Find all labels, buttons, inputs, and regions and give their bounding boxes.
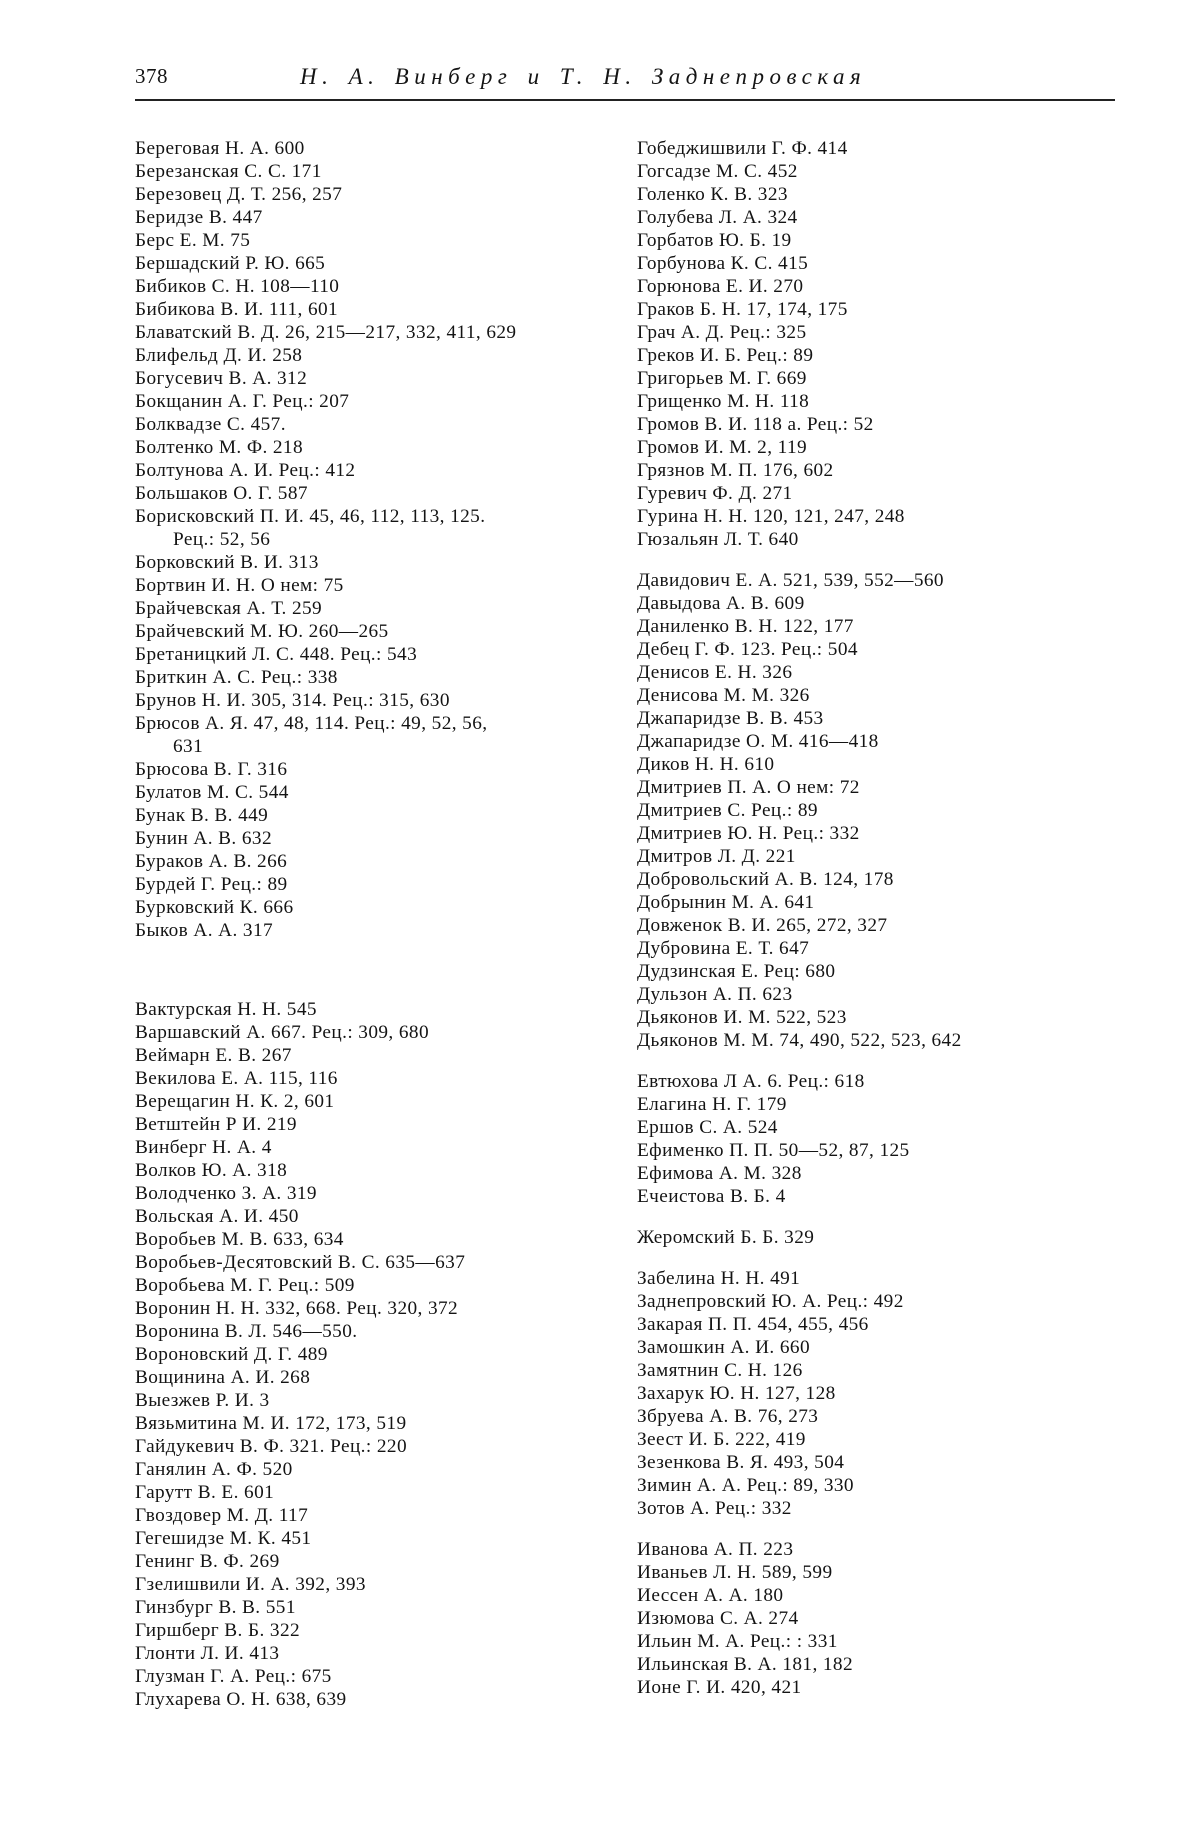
index-entry (637, 1474, 1117, 1497)
index-entry (637, 1116, 1117, 1139)
index-entry-text: Граков Б. Н. 17, 174, 175 (637, 299, 848, 320)
index-entry-text: Воробьев М. В. 633, 634 (135, 1229, 344, 1250)
index-entry (135, 1481, 615, 1504)
index-entry (135, 252, 615, 275)
index-entry-text: Воронина В. Л. 546—550. (135, 1321, 358, 1342)
index-entry (637, 1561, 1117, 1584)
index-entry (637, 1428, 1117, 1451)
index-entry-text: Дмитриев П. А. О нем: 72 (637, 777, 860, 798)
index-entry-text: Болтенко М. Ф. 218 (135, 437, 304, 458)
index-entry-text: Зотов А. Рец.: 332 (637, 1498, 792, 1519)
index-entry-text: Глузман Г. А. Рец.: 675 (135, 1666, 332, 1687)
index-entry-text: Бибикова В. И. 111, 601 (135, 299, 339, 320)
index-entry (135, 1297, 615, 1320)
index-entry (135, 1205, 615, 1228)
index-entry-text: Ионе Г. И. 420, 421 (637, 1677, 802, 1698)
index-entry (637, 1538, 1117, 1561)
index-entry (135, 712, 615, 758)
index-entry-text: Гуревич Ф. Д. 271 (637, 483, 793, 504)
index-entry (637, 776, 1117, 799)
index-entry-text: Болтунова А. И. Рец.: 412 (135, 460, 356, 481)
index-entry-text: Греков И. Б. Рец.: 89 (637, 345, 814, 366)
index-entry (135, 321, 615, 344)
index-entry (637, 845, 1117, 868)
index-entry-text: Дубровина Е. Т. 647 (637, 938, 810, 959)
index-entry-text: Веймарн Е. В. 267 (135, 1045, 292, 1066)
index-entry-text: Изюмова С. А. 274 (637, 1608, 799, 1629)
index-entry-text: Глонти Л. И. 413 (135, 1643, 280, 1664)
index-entry-text: Бунак В. В. 449 (135, 805, 269, 826)
index-entry-text: Гайдукевич В. Ф. 321. Рец.: 220 (135, 1436, 407, 1457)
index-entry (637, 707, 1117, 730)
index-entry-text: Гюзальян Л. Т. 640 (637, 529, 799, 550)
index-entry (637, 1029, 1117, 1052)
index-entry-text: Вактурская Н. Н. 545 (135, 999, 317, 1020)
index-entry (637, 1139, 1117, 1162)
index-entry-text: Дмитриев С. Рец.: 89 (637, 800, 818, 821)
index-entry (637, 505, 1117, 528)
index-entry (135, 597, 615, 620)
index-entry-text: Бретаницкий Л. С. 448. Рец.: 543 (135, 644, 418, 665)
index-entry (637, 1070, 1117, 1093)
index-entry (135, 1182, 615, 1205)
index-entry (135, 275, 615, 298)
index-entry-text: Даниленко В. Н. 122, 177 (637, 616, 854, 637)
index-entry-text: Бершадский Р. Ю. 665 (135, 253, 326, 274)
index-entry-text: Дмитриев Ю. Н. Рец.: 332 (637, 823, 860, 844)
index-entry-text: Ефименко П. П. 50—52, 87, 125 (637, 1140, 910, 1161)
index-entry-text: Борковский В. И. 313 (135, 552, 319, 573)
index-entry-text: Большаков О. Г. 587 (135, 483, 308, 504)
index-entry (637, 229, 1117, 252)
index-entry (135, 1504, 615, 1527)
index-entry-text: Забелина Н. Н. 491 (637, 1268, 801, 1289)
index-entry-text: Бурдей Г. Рец.: 89 (135, 874, 288, 895)
index-entry (135, 643, 615, 666)
index-entry-text: Громов В. И. 118 а. Рец.: 52 (637, 414, 874, 435)
index-entry-text: Ветштейн Р И. 219 (135, 1114, 297, 1135)
index-entry (637, 1497, 1117, 1520)
index-entry (637, 638, 1117, 661)
index-entry-text: Береговая Н. А. 600 (135, 138, 305, 159)
index-entry-text: Заднепровский Ю. А. Рец.: 492 (637, 1291, 904, 1312)
index-entry (637, 183, 1117, 206)
index-entry (135, 413, 615, 436)
index-entry (637, 822, 1117, 845)
index-entry (637, 868, 1117, 891)
index-entry (135, 1435, 615, 1458)
index-entry-text: Жеромский Б. Б. 329 (637, 1227, 815, 1248)
index-entry-text: Зезенкова В. Я. 493, 504 (637, 1452, 845, 1473)
index-entry (637, 160, 1117, 183)
index-entry (637, 960, 1117, 983)
index-entry (135, 1044, 615, 1067)
index-entry (637, 753, 1117, 776)
index-entry-text: Брайчевская А. Т. 259 (135, 598, 323, 619)
index-entry (637, 1359, 1117, 1382)
index-entry-text: Ильин М. А. Рец.: : 331 (637, 1631, 838, 1652)
index-entry (637, 1185, 1117, 1208)
index-entry-text: Вязьмитина М. И. 172, 173, 519 (135, 1413, 407, 1434)
index-entry (637, 252, 1117, 275)
index-entry-text: Иванова А. П. 223 (637, 1539, 794, 1560)
index-entry (637, 1290, 1117, 1313)
index-entry (135, 1320, 615, 1343)
index-entry-text: Горюнова Е. И. 270 (637, 276, 804, 297)
index-entry (637, 206, 1117, 229)
letter-group-spacer (637, 1520, 1117, 1538)
index-entry (135, 1136, 615, 1159)
index-entry-text: Гарутт В. Е. 601 (135, 1482, 275, 1503)
index-entry-text: Гобеджишвили Г. Ф. 414 (637, 138, 848, 159)
index-entry-text: Бокщанин А. Г. Рец.: 207 (135, 391, 350, 412)
index-entry-text: Гурина Н. Н. 120, 121, 247, 248 (637, 506, 905, 527)
index-entry (637, 1226, 1117, 1249)
index-entry-text: Блаватский В. Д. 26, 215—217, 332, 411, 629 (135, 322, 517, 343)
index-entry-text: Вощинина А. И. 268 (135, 1367, 311, 1388)
index-entry-text: Выезжев Р. И. 3 (135, 1390, 270, 1411)
index-entry (135, 1366, 615, 1389)
index-entry (135, 482, 615, 505)
index-entry-text: Грач А. Д. Рец.: 325 (637, 322, 807, 343)
index-entry-text: Грищенко М. Н. 118 (637, 391, 810, 412)
index-entry (135, 827, 615, 850)
index-entry-text: Захарук Ю. Н. 127, 128 (637, 1383, 836, 1404)
index-entry (637, 661, 1117, 684)
index-entry (637, 1653, 1117, 1676)
index-entry-text: Березанская С. С. 171 (135, 161, 322, 182)
index-entry-text: Бибиков С. Н. 108—110 (135, 276, 340, 297)
index-entry-text: Генинг В. Ф. 269 (135, 1551, 280, 1572)
index-entry-text: Володченко З. А. 319 (135, 1183, 317, 1204)
index-entry-text: Волков Ю. А. 318 (135, 1160, 288, 1181)
index-entry (637, 1006, 1117, 1029)
index-entry-text: Бурковский К. 666 (135, 897, 294, 918)
index-entry-continuation: Рец.: 52, 56 (173, 529, 271, 550)
index-entry (135, 229, 615, 252)
index-entry (637, 1267, 1117, 1290)
index-entry (637, 1607, 1117, 1630)
index-entry-continuation: 631 (173, 736, 204, 757)
index-entry (135, 1550, 615, 1573)
index-entry (637, 914, 1117, 937)
index-entry (637, 367, 1117, 390)
index-entry (135, 137, 615, 160)
page-number: 378 (135, 64, 168, 88)
index-entry-text: Ершов С. А. 524 (637, 1117, 778, 1138)
index-entry-text: Блифельд Д. И. 258 (135, 345, 303, 366)
index-entry (637, 482, 1117, 505)
index-column-left (135, 137, 615, 1711)
index-entry (135, 896, 615, 919)
index-entry-text: Быков А. А. 317 (135, 920, 274, 941)
index-entry (637, 799, 1117, 822)
index-entry-text: Грязнов М. П. 176, 602 (637, 460, 834, 481)
index-entry-text: Денисов Е. Н. 326 (637, 662, 793, 683)
index-entry (135, 666, 615, 689)
index-entry-text: Вольская А. И. 450 (135, 1206, 299, 1227)
index-entry (637, 321, 1117, 344)
index-entry (637, 730, 1117, 753)
index-entry (135, 1573, 615, 1596)
index-entry (135, 1021, 615, 1044)
index-entry (135, 1274, 615, 1297)
index-entry-text: Гинзбург В. В. 551 (135, 1597, 296, 1618)
index-entry-text: Векилова Е. А. 115, 116 (135, 1068, 338, 1089)
index-entry-text: Брунов Н. И. 305, 314. Рец.: 315, 630 (135, 690, 450, 711)
index-entry (135, 1619, 615, 1642)
index-entry (135, 1665, 615, 1688)
index-entry-text: Воробьева М. Г. Рец.: 509 (135, 1275, 355, 1296)
index-entry (135, 1090, 615, 1113)
index-entry-text: Гвоздовер М. Д. 117 (135, 1505, 309, 1526)
index-entry (637, 413, 1117, 436)
index-entry-text: Воробьев-Десятовский В. С. 635—637 (135, 1252, 466, 1273)
index-entry-text: Елагина Н. Г. 179 (637, 1094, 787, 1115)
index-entry-text: Глухарева О. Н. 638, 639 (135, 1689, 347, 1710)
index-entry (135, 367, 615, 390)
index-entry (637, 891, 1117, 914)
index-entry-text: Замятнин С. Н. 126 (637, 1360, 803, 1381)
index-entry-text: Закарая П. П. 454, 455, 456 (637, 1314, 869, 1335)
index-entry-text: Иессен А. А. 180 (637, 1585, 784, 1606)
index-entry (637, 1382, 1117, 1405)
index-entry-text: Горбунова К. С. 415 (637, 253, 809, 274)
index-entry (637, 569, 1117, 592)
index-entry-text: Бунин А. В. 632 (135, 828, 272, 849)
index-entry (637, 1451, 1117, 1474)
index-entry (637, 983, 1117, 1006)
index-entry (637, 1336, 1117, 1359)
index-entry-text: Дульзон А. П. 623 (637, 984, 793, 1005)
index-entry (637, 615, 1117, 638)
index-entry-text: Брюсов А. Я. 47, 48, 114. Рец.: 49, 52, 56, (135, 713, 488, 734)
page-header (135, 64, 1115, 104)
index-entry (135, 998, 615, 1021)
index-entry (135, 781, 615, 804)
index-entry (135, 804, 615, 827)
index-entry (135, 689, 615, 712)
index-entry-text: Гогсадзе М. С. 452 (637, 161, 798, 182)
index-entry-text: Горбатов Ю. Б. 19 (637, 230, 792, 251)
index-entry (637, 137, 1117, 160)
index-entry (135, 850, 615, 873)
index-entry-text: Брюсова В. Г. 316 (135, 759, 288, 780)
index-entry-text: Богусевич В. А. 312 (135, 368, 308, 389)
index-entry-text: Зеест И. Б. 222, 419 (637, 1429, 806, 1450)
index-entry-text: Гзелишвили И. А. 392, 393 (135, 1574, 366, 1595)
index-entry-text: Ефимова А. М. 328 (637, 1163, 802, 1184)
index-entry (637, 1162, 1117, 1185)
index-entry-text: Ечеистова В. Б. 4 (637, 1186, 786, 1207)
index-entry-text: Замошкин А. И. 660 (637, 1337, 810, 1358)
index-entry (637, 1630, 1117, 1653)
index-entry-text: Дудзинская Е. Рец: 680 (637, 961, 836, 982)
index-entry (637, 937, 1117, 960)
index-entry (135, 183, 615, 206)
index-entry-text: Винберг Н. А. 4 (135, 1137, 272, 1158)
letter-group-spacer (637, 551, 1117, 569)
index-entry (135, 160, 615, 183)
letter-group-spacer (637, 1208, 1117, 1226)
index-entry-text: Дьяконов М. М. 74, 490, 522, 523, 642 (637, 1030, 962, 1051)
index-entry (135, 1343, 615, 1366)
index-entry-text: Берс Е. М. 75 (135, 230, 251, 251)
index-entry-text: Воронин Н. Н. 332, 668. Рец. 320, 372 (135, 1298, 459, 1319)
index-entry-text: Голенко К. В. 323 (637, 184, 788, 205)
index-entry-text: Бураков А. В. 266 (135, 851, 288, 872)
index-entry (135, 459, 615, 482)
index-entry-text: Бриткин А. С. Рец.: 338 (135, 667, 338, 688)
index-entry-text: Верещагин Н. К. 2, 601 (135, 1091, 335, 1112)
index-entry (135, 390, 615, 413)
index-entry-text: Григорьев М. Г. 669 (637, 368, 807, 389)
index-entry-text: Гиршберг В. Б. 322 (135, 1620, 301, 1641)
index-entry (637, 275, 1117, 298)
index-entry (135, 1159, 615, 1182)
index-entry-text: Варшавский А. 667. Рец.: 309, 680 (135, 1022, 429, 1043)
index-entry-text: Громов И. М. 2, 119 (637, 437, 808, 458)
index-entry-text: Брайчевский М. Ю. 260—265 (135, 621, 389, 642)
index-entry-text: Бортвин И. Н. О нем: 75 (135, 575, 344, 596)
index-entry (637, 436, 1117, 459)
index-entry-text: Ганялин А. Ф. 520 (135, 1459, 293, 1480)
index-entry (135, 1113, 615, 1136)
index-entry (135, 1458, 615, 1481)
letter-group-spacer (637, 1052, 1117, 1070)
index-entry-text: Джапаридзе О. М. 416—418 (637, 731, 879, 752)
index-entry-text: Ильинская В. А. 181, 182 (637, 1654, 854, 1675)
index-entry (135, 758, 615, 781)
index-entry (135, 505, 615, 551)
index-entry (637, 1676, 1117, 1699)
index-entry (135, 919, 615, 942)
index-entry (135, 298, 615, 321)
index-entry-text: Болквадзе С. 457. (135, 414, 286, 435)
index-entry (135, 436, 615, 459)
index-entry-text: Добровольский А. В. 124, 178 (637, 869, 894, 890)
index-entry-text: Булатов М. С. 544 (135, 782, 289, 803)
index-entry-text: Зимин А. А. Рец.: 89, 330 (637, 1475, 854, 1496)
index-entry (135, 1596, 615, 1619)
index-entry (637, 459, 1117, 482)
index-entry (637, 528, 1117, 551)
running-title: Н. А. Винберг и Т. Н. Заднепровская (300, 64, 867, 89)
index-entry-text: Дебец Г. Ф. 123. Рец.: 504 (637, 639, 858, 660)
index-entry-text: Диков Н. Н. 610 (637, 754, 775, 775)
index-entry-text: Березовец Д. Т. 256, 257 (135, 184, 343, 205)
index-entry (637, 592, 1117, 615)
index-entry (135, 1251, 615, 1274)
index-entry-text: Добрынин М. А. 641 (637, 892, 815, 913)
index-entry (135, 1412, 615, 1435)
index-entry (637, 684, 1117, 707)
header-rule (135, 99, 1115, 101)
index-entry (135, 873, 615, 896)
index-entry-text: Довженок В. И. 265, 272, 327 (637, 915, 888, 936)
index-entry-text: Вороновский Д. Г. 489 (135, 1344, 328, 1365)
index-entry (135, 1642, 615, 1665)
index-entry-text: Гегешидзе М. К. 451 (135, 1528, 312, 1549)
index-entry-text: Иваньев Л. Н. 589, 599 (637, 1562, 833, 1583)
index-entry (637, 1584, 1117, 1607)
index-entry (135, 344, 615, 367)
index-entry (135, 1527, 615, 1550)
index-entry-text: Евтюхова Л А. 6. Рец.: 618 (637, 1071, 865, 1092)
index-entry-text: Борисковский П. И. 45, 46, 112, 113, 125. (135, 506, 486, 527)
index-entry (637, 1405, 1117, 1428)
index-entry-text: Дмитров Л. Д. 221 (637, 846, 796, 867)
index-entry (637, 298, 1117, 321)
index-entry (637, 344, 1117, 367)
index-entry-text: Збруева А. В. 76, 273 (637, 1406, 819, 1427)
index-entry (637, 1313, 1117, 1336)
index-column-right (637, 137, 1117, 1699)
letter-group-spacer (637, 1249, 1117, 1267)
index-entry-text: Голубева Л. А. 324 (637, 207, 798, 228)
index-entry (135, 1067, 615, 1090)
index-entry (135, 1688, 615, 1711)
index-entry-text: Давидович Е. А. 521, 539, 552—560 (637, 570, 944, 591)
index-entry (135, 206, 615, 229)
index-entry-text: Денисова М. М. 326 (637, 685, 810, 706)
index-entry (135, 574, 615, 597)
index-entry (135, 620, 615, 643)
index-entry (135, 551, 615, 574)
index-entry (637, 390, 1117, 413)
letter-group-spacer (135, 942, 615, 998)
index-entry-text: Беридзе В. 447 (135, 207, 263, 228)
index-entry (637, 1093, 1117, 1116)
index-entry-text: Джапаридзе В. В. 453 (637, 708, 824, 729)
index-entry (135, 1389, 615, 1412)
index-entry-text: Дьяконов И. М. 522, 523 (637, 1007, 847, 1028)
index-entry-text: Давыдова А. В. 609 (637, 593, 805, 614)
index-entry (135, 1228, 615, 1251)
